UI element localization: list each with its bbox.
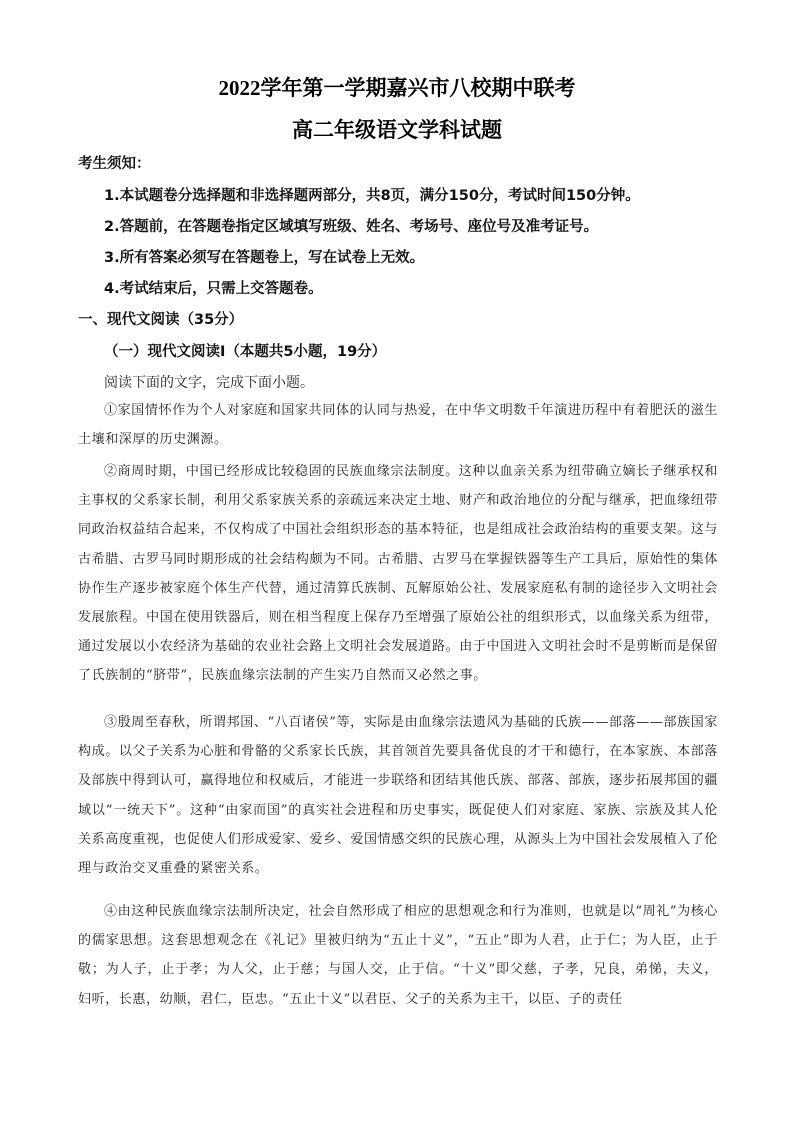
reading-instruction: 阅读下面的文字，完成下面小题。 [104, 375, 314, 391]
passage-paragraph-1: ①家国情怀作为个人对家庭和国家共同体的认同与热爱，在中华文明数千年演进历程中有着肥沃的滋生土壤和深厚的历史渊源。 [78, 403, 718, 448]
passage-paragraph-2: ②商周时期，中国已经形成比较稳固的民族血缘宗法制度。这种以血亲关系为纽带确立嫡长子继承权和主事权的父系家长制，利用父系家族关系的亲疏远来决定土地、财产和政治地位的分配与继承，把血缘纽带同政治权益结合起来，不仅构成了中国社会组织形态的基本特征，也是组成社会政治结构的重要支架。这与古希腊、古罗马同时期形成的社会结构颇为不同。古希腊、古罗马在掌握铁器等生产工具后，原始性的集体协作生产逐步被家庭个体生产代替，通过清算氏族制、瓦解原始公社、发展家庭私有制的途径步入文明社会发展旅程。中国在使用铁器后，则在相当程度上保存乃至增强了原始公社的组织形式，以血缘关系为纽带，通过发展以小农经济为基础的农业社会路上文明社会发展道路。由于中国进入文明社会时不是剪断而是保留了氏族制的“脐带”，民族血缘宗法制的产生实乃自然而又必然之事。 [78, 464, 718, 684]
notice-item: 2.答题前，在答题卷指定区域填写班级、姓名、考场号、座位号及准考证号。 [104, 219, 599, 235]
notice-heading: 考生须知： [78, 156, 151, 172]
notice-item: 4.考试结束后，只需上交答题卷。 [104, 281, 323, 297]
passage-paragraph-4: ④由这种民族血缘宗法制所决定，社会自然形成了相应的思想观念和行为准则，也就是以“周礼”为核心的儒家思想。这套思想观念在《礼记》里被归纳为“五止十义”，“五止”即为人君，止于仁；为人臣，止于敬；为人子，止于孝；为人父，止于慈；与国人交，止于信。“十义”即父慈，子孝，兄良，弟悌，夫义，妇听，长惠，幼顺，君仁，臣忠。“五止十义”以君臣、父子的关系为主干，以臣、子的责任 [78, 904, 718, 1007]
notice-item: 3.所有答案必须写在答题卷上，写在试卷上无效。 [104, 250, 425, 266]
exam-subtitle: 高二年级语文学科试题 [292, 118, 502, 142]
exam-title: 2022学年第一学期嘉兴市八校期中联考 [218, 76, 576, 100]
section-title: 一、现代文阅读（35分） [78, 312, 244, 328]
subsection-title: （一）现代文阅读Ⅰ（本题共5小题，19分） [104, 344, 387, 360]
passage-paragraph-3: ③殷周至春秋，所谓邦国、“八百诸侯”等，实际是由血缘宗法遗风为基础的氏族——部落——部族国家构成。以父子关系为心脏和骨骼的父系家长氏族，其首领首先要具备优良的才干和德行，在本家族、本部落及部族中得到认可，赢得地位和权威后，才能进一步联络和团结其他氏族、部落、部族，逐步拓展邦国的疆域以“一统天下”。这种“由家而国”的真实社会进程和历史事实，既促使人们对家庭、家族、宗族及其人伦关系高度重视，也促使人们形成爱家、爱乡、爱国情感交织的民族心理，从源头上为中国社会发展植入了伦理与政治交叉重叠的紧密关系。 [78, 715, 718, 877]
notice-item: 1.本试题卷分选择题和非选择题两部分，共8页，满分150分，考试时间150分钟。 [104, 188, 640, 204]
